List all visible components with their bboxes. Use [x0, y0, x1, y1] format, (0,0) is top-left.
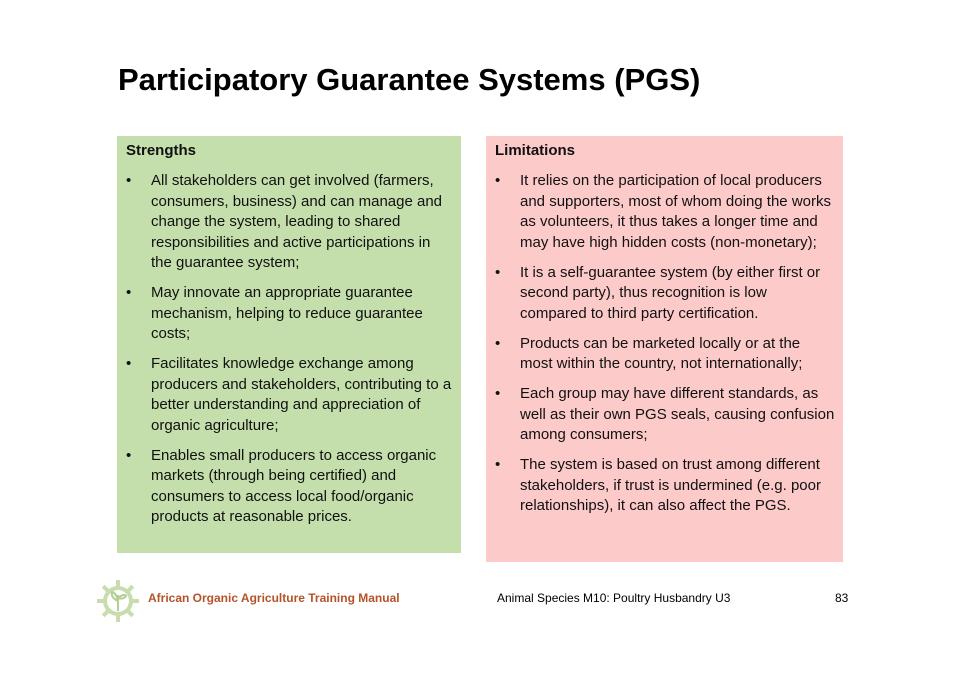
strengths-panel	[117, 136, 461, 553]
bullet-icon: •	[126, 284, 132, 301]
list-item	[126, 354, 453, 436]
list-item	[126, 171, 453, 274]
list-item	[495, 384, 835, 446]
organic-seedling-logo-icon	[96, 579, 140, 623]
bullet-icon: •	[495, 263, 501, 281]
strengths-list	[126, 171, 453, 528]
list-item-text: All stakeholders can get involved (farmers, consumers, business) and can manage and change the system, leading to shared responsibilities and active participations in the guarantee system;	[151, 172, 443, 271]
bullet-icon: •	[495, 334, 501, 352]
bullet-icon: •	[126, 355, 132, 372]
list-item	[495, 455, 835, 517]
limitations-list	[495, 171, 835, 517]
bullet-icon: •	[495, 172, 501, 189]
bullet-icon: •	[495, 456, 501, 473]
limitations-panel	[486, 136, 843, 562]
module-label: Animal Species M10: Poultry Husbandry U3	[497, 591, 731, 605]
list-item-text: Products can be marketed locally or at the most within the country, not internationally;	[520, 334, 803, 372]
list-item	[126, 446, 453, 528]
page-number: 83	[835, 591, 849, 605]
list-item	[126, 283, 453, 345]
list-item	[495, 263, 835, 325]
list-item-text: May innovate an appropriate guarantee mechanism, helping to reduce guarantee costs;	[151, 284, 423, 342]
list-item-text: Facilitates knowledge exchange among producers and stakeholders, contributing to a better understanding and appreciation of organic agriculture;	[151, 355, 452, 434]
list-item-text: It relies on the participation of local producers and supporters, most of whom doing the works as volunteers, it thus takes a longer time and may have high hidden costs (non-monetary);	[520, 172, 831, 251]
list-item-text: It is a self-guarantee system (by either first or second party), thus recognition is low compared to third party certification.	[520, 263, 821, 322]
limitations-heading: Limitations	[495, 142, 576, 159]
bullet-icon: •	[126, 172, 132, 189]
strengths-heading: Strengths	[126, 142, 197, 159]
list-item	[495, 171, 835, 253]
list-item-text: Enables small producers to access organic markets (through being certified) and consumers to access local food/organic products at reasonable prices.	[151, 446, 437, 525]
bullet-icon: •	[126, 446, 132, 464]
slide-title: Participatory Guarantee Systems (PGS)	[118, 62, 701, 97]
bullet-icon: •	[495, 385, 501, 402]
manual-title: African Organic Agriculture Training Manual	[148, 591, 400, 605]
list-item	[495, 334, 835, 375]
list-item-text: Each group may have different standards, as well as their own PGS seals, causing confusion among consumers;	[520, 385, 835, 443]
list-item-text: The system is based on trust among different stakeholders, if trust is undermined (e.g. poor relationships), it can also affect the PGS.	[520, 456, 821, 514]
